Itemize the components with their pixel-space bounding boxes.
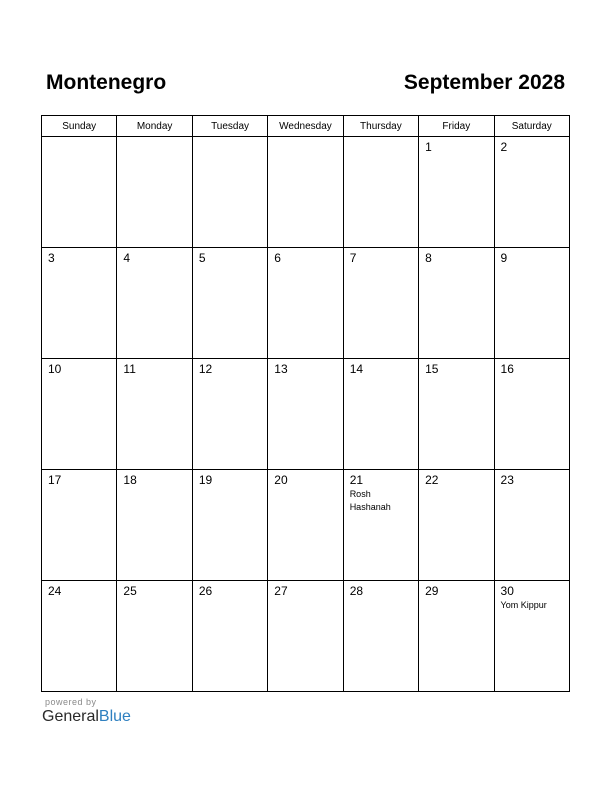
powered-by-text: powered by: [45, 697, 97, 707]
month-year-title: September 2028: [403, 71, 565, 94]
week-row: [42, 581, 570, 692]
day-cell: [419, 359, 494, 470]
day-cell: [117, 581, 192, 692]
day-number: 11: [123, 362, 136, 376]
day-cell: [268, 137, 343, 248]
day-cell: [192, 581, 267, 692]
holiday-label: [193, 376, 267, 377]
weekday-header: Saturday: [494, 116, 569, 137]
day-cell: [192, 137, 267, 248]
holiday-label: Yom Kippur: [500, 600, 547, 610]
holiday-label: [344, 265, 418, 266]
weekday-header: Wednesday: [268, 116, 343, 137]
week-row: [42, 470, 570, 581]
day-number: 20: [274, 473, 288, 487]
day-cell: [419, 137, 494, 248]
holiday-label: [495, 487, 569, 488]
weekday-header: Tuesday: [192, 116, 267, 137]
day-number: 24: [48, 584, 62, 598]
day-cell: [494, 470, 569, 581]
holiday-label: [268, 140, 342, 141]
day-number: 7: [349, 251, 357, 265]
brand-general-text: General: [42, 708, 99, 725]
holiday-label: [419, 265, 493, 266]
day-cell: [42, 470, 117, 581]
day-number: 21: [349, 473, 364, 487]
day-number: 5: [198, 251, 206, 265]
day-cell: [42, 581, 117, 692]
day-cell: [42, 359, 117, 470]
day-cell: [42, 137, 117, 248]
day-number: 22: [425, 473, 439, 487]
day-cell: [343, 581, 418, 692]
holiday-label: [268, 598, 342, 599]
day-number: 19: [198, 473, 213, 487]
day-cell: [192, 248, 267, 359]
day-number: 4: [123, 251, 131, 265]
week-row: [42, 137, 570, 248]
day-number: 17: [48, 473, 62, 487]
day-number: 6: [274, 251, 281, 265]
holiday-label: [344, 140, 418, 141]
day-number: 3: [48, 251, 55, 265]
day-cell: [117, 470, 192, 581]
generalblue-logo[interactable]: [42, 708, 131, 726]
day-cell: [494, 248, 569, 359]
day-number: 27: [274, 584, 288, 598]
weekday-header: Friday: [419, 116, 494, 137]
day-cell: [419, 581, 494, 692]
weekday-header-row: [42, 116, 570, 137]
holiday-label: [117, 265, 191, 266]
week-row: [42, 359, 570, 470]
day-number: 13: [274, 362, 288, 376]
week-row: [42, 248, 570, 359]
day-number: 15: [425, 362, 439, 376]
holiday-label: [419, 154, 493, 155]
day-number: 30: [500, 584, 514, 598]
holiday-label: [117, 598, 191, 599]
day-cell: [268, 581, 343, 692]
holiday-label: [495, 154, 569, 155]
holiday-label: [117, 487, 191, 488]
day-cell: [343, 359, 418, 470]
day-number: 23: [500, 473, 514, 487]
day-cell: [268, 359, 343, 470]
day-cell: [117, 248, 192, 359]
holiday-label: [42, 140, 116, 141]
day-number: 2: [500, 140, 508, 154]
holiday-label: [344, 598, 418, 599]
weekday-header: Thursday: [343, 116, 418, 137]
day-cell: [117, 359, 192, 470]
day-cell: [192, 470, 267, 581]
holiday-label: [495, 376, 569, 377]
day-cell: [494, 581, 569, 692]
brand-blue-text: Blue: [98, 708, 131, 725]
day-number: 28: [349, 584, 364, 598]
holiday-label: [42, 487, 116, 488]
day-number: 9: [500, 251, 508, 265]
day-cell: [343, 470, 418, 581]
day-cell: [192, 359, 267, 470]
holiday-label: [495, 265, 569, 266]
holiday-label: [193, 140, 267, 141]
holiday-label: [419, 487, 493, 488]
holiday-label: [193, 487, 267, 488]
holiday-label: [117, 376, 191, 377]
calendar-grid: [41, 115, 570, 692]
day-cell: [419, 470, 494, 581]
day-cell: [343, 137, 418, 248]
day-number: 16: [500, 362, 514, 376]
day-number: 26: [198, 584, 213, 598]
day-cell: [268, 248, 343, 359]
day-number: 18: [123, 473, 137, 487]
holiday-label: [117, 140, 191, 141]
day-cell: [419, 248, 494, 359]
holiday-label: [42, 376, 116, 377]
day-cell: [268, 470, 343, 581]
holiday-label: [42, 265, 116, 266]
day-number: 25: [123, 584, 137, 598]
holiday-label: Rosh Hashanah: [349, 489, 391, 512]
weekday-header: Monday: [117, 116, 192, 137]
holiday-label: [268, 265, 342, 266]
day-number: 14: [349, 362, 364, 376]
holiday-label: [42, 598, 116, 599]
day-number: 1: [425, 140, 432, 154]
holiday-label: [419, 598, 493, 599]
day-cell: [343, 248, 418, 359]
country-title: Montenegro: [46, 71, 167, 94]
holiday-label: [193, 598, 267, 599]
holiday-label: [419, 376, 493, 377]
day-cell: [494, 359, 569, 470]
day-number: 12: [198, 362, 213, 376]
day-cell: [494, 137, 569, 248]
day-number: 29: [425, 584, 439, 598]
day-cell: [117, 137, 192, 248]
holiday-label: [344, 376, 418, 377]
day-number: 10: [48, 362, 62, 376]
day-number: 8: [425, 251, 432, 265]
day-cell: [42, 248, 117, 359]
holiday-label: [268, 487, 342, 488]
holiday-label: [193, 265, 267, 266]
holiday-label: [268, 376, 342, 377]
weekday-header: Sunday: [42, 116, 117, 137]
